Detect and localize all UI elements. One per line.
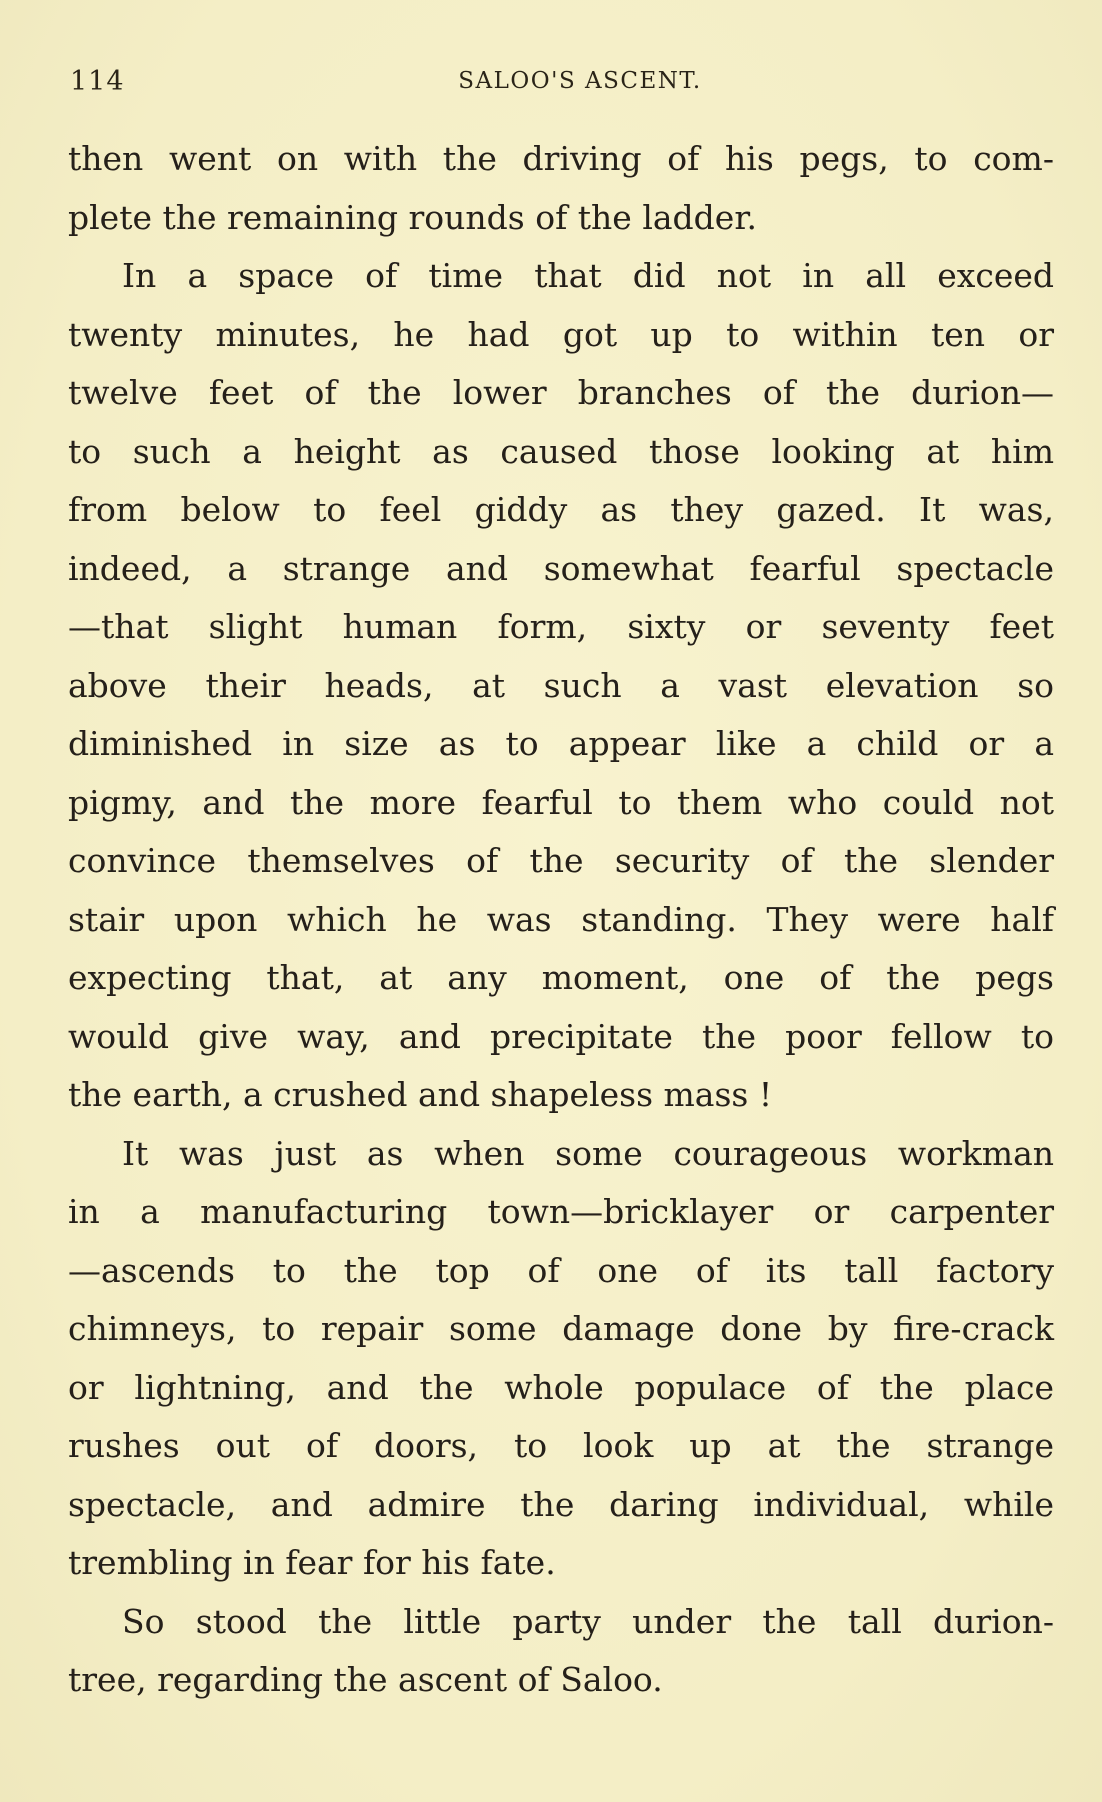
text-line: convince themselves of the security of the slender [68, 841, 1054, 880]
text-line: pigmy, and the more fearful to them who could not [68, 782, 1054, 822]
text-line: tree, regarding the ascent of Saloo. [68, 1660, 663, 1699]
text-line: In a space of time that did not in all exceed [122, 256, 1054, 295]
text-line: It was just as when some courageous workman [122, 1133, 1054, 1173]
text-line: stair upon which he was standing. They were half [68, 899, 1054, 939]
running-head: SALOO'S ASCENT. [458, 68, 702, 94]
text-line: would give way, and precipitate the poor fellow to [68, 1016, 1054, 1056]
text-line: above their heads, at such a vast elevation so [68, 665, 1054, 705]
page-number: 114 [70, 66, 125, 97]
text-line: the earth, a crushed and shapeless mass ! [68, 1075, 773, 1114]
text-line: or lightning, and the whole populace of the place [68, 1367, 1054, 1407]
text-line: twelve feet of the lower branches of the durion— [68, 373, 1054, 412]
text-line: plete the remaining rounds of the ladder. [68, 197, 757, 237]
text-line: rushes out of doors, to look up at the strange [68, 1426, 1054, 1465]
body-text [68, 130, 1054, 1710]
text-line: then went on with the driving of his pegs, to com- [68, 139, 1054, 178]
text-line: twenty minutes, he had got up to within ten or [68, 314, 1054, 354]
text-line: indeed, a strange and somewhat fearful spectacle [68, 548, 1054, 588]
text-line: from below to feel giddy as they gazed. It was, [68, 490, 1054, 529]
text-line: So stood the little party under the tall durion- [122, 1601, 1054, 1641]
text-line: diminished in size as to appear like a child or a [68, 724, 1054, 763]
page-header [70, 62, 1060, 102]
text-line: —that slight human form, sixty or seventy feet [68, 607, 1054, 646]
text-line: expecting that, at any moment, one of the pegs [68, 958, 1054, 997]
text-line: chimneys, to repair some damage done by fire-crack [68, 1309, 1054, 1348]
text-line: trembling in fear for his fate. [68, 1543, 556, 1582]
text-line: in a manufacturing town—bricklayer or carpenter [68, 1192, 1054, 1231]
text-line: spectacle, and admire the daring individual, while [68, 1484, 1054, 1524]
text-line: —ascends to the top of one of its tall factory [68, 1250, 1054, 1290]
text-line: to such a height as caused those looking at him [68, 431, 1054, 471]
